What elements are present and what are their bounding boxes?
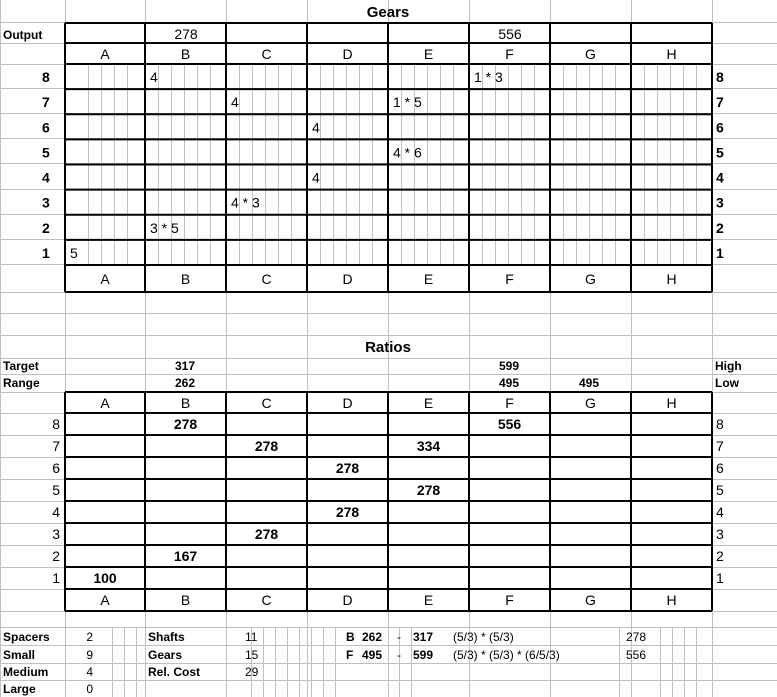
range-label[interactable]: Range bbox=[3, 376, 40, 390]
ratio-row-label-left-2[interactable]: 2 bbox=[52, 548, 60, 564]
column-header-f[interactable]: F bbox=[505, 271, 514, 287]
target-b[interactable]: 317 bbox=[175, 359, 196, 373]
ratio-cell-e5[interactable]: 278 bbox=[416, 482, 441, 498]
ratio-cell-d6[interactable]: 278 bbox=[335, 460, 360, 476]
ratios-title[interactable]: Ratios bbox=[365, 339, 411, 356]
column-header-b[interactable]: B bbox=[180, 271, 191, 287]
row-label-right-7[interactable]: 7 bbox=[716, 94, 724, 111]
row-label-right-4[interactable]: 4 bbox=[716, 169, 724, 186]
gear-cell-c3[interactable]: 4 * 3 bbox=[231, 194, 260, 211]
gear-cell-c7[interactable]: 4 bbox=[231, 94, 239, 111]
output-label[interactable]: Output bbox=[3, 28, 43, 42]
summary-totals bbox=[148, 630, 259, 679]
column-header-b[interactable]: B bbox=[180, 46, 191, 62]
column-header-c[interactable]: C bbox=[261, 395, 272, 411]
ratio-row-label-right-8[interactable]: 8 bbox=[716, 416, 724, 432]
ratio-row-label-left-3[interactable]: 3 bbox=[52, 526, 60, 542]
column-header-a[interactable]: A bbox=[100, 46, 110, 62]
column-header-d[interactable]: D bbox=[342, 271, 353, 287]
summary-value-medium[interactable]: 4 bbox=[86, 665, 93, 679]
row-label-left-3[interactable]: 3 bbox=[42, 194, 50, 211]
column-header-c[interactable]: C bbox=[261, 46, 272, 62]
ratio-row-label-right-3[interactable]: 3 bbox=[716, 526, 724, 542]
row-label-left-7[interactable]: 7 bbox=[42, 94, 50, 111]
column-header-g[interactable]: G bbox=[585, 46, 596, 62]
gears-title[interactable]: Gears bbox=[366, 4, 410, 21]
result-high-f[interactable]: 599 bbox=[413, 648, 434, 662]
column-header-a[interactable]: A bbox=[100, 592, 110, 608]
ratio-cell-d4[interactable]: 278 bbox=[335, 504, 360, 520]
gear-cell-b2[interactable]: 3 * 5 bbox=[150, 219, 179, 236]
row-label-left-8[interactable]: 8 bbox=[42, 69, 50, 85]
gear-cell-a1[interactable]: 5 bbox=[70, 244, 78, 261]
ratio-row-label-left-8[interactable]: 8 bbox=[52, 416, 60, 432]
summary-value-rel-cost[interactable]: 29 bbox=[245, 665, 259, 679]
column-header-c[interactable]: C bbox=[261, 592, 272, 608]
column-header-b[interactable]: B bbox=[180, 395, 191, 411]
column-header-e[interactable]: E bbox=[423, 271, 434, 287]
ratio-cell-c3[interactable]: 278 bbox=[254, 526, 279, 542]
summary-label-gears[interactable]: Gears bbox=[148, 648, 183, 662]
row-label-right-2[interactable]: 2 bbox=[716, 219, 724, 236]
column-header-h[interactable]: H bbox=[666, 271, 677, 287]
ratio-cell-a1[interactable]: 100 bbox=[93, 570, 117, 586]
ratio-row-label-right-2[interactable]: 2 bbox=[716, 548, 724, 564]
ratio-row-label-left-7[interactable]: 7 bbox=[52, 438, 60, 454]
gear-cell-e5[interactable]: 4 * 6 bbox=[393, 144, 422, 161]
ratio-cell-b8[interactable]: 278 bbox=[173, 416, 198, 432]
column-header-h[interactable]: H bbox=[666, 592, 677, 608]
row-label-right-6[interactable]: 6 bbox=[716, 119, 724, 136]
result-low-f[interactable]: 495 bbox=[362, 648, 383, 662]
column-header-e[interactable]: E bbox=[423, 46, 434, 62]
summary-value-large[interactable]: 0 bbox=[86, 682, 93, 696]
column-header-e[interactable]: E bbox=[423, 592, 434, 608]
summary-value-small[interactable]: 9 bbox=[86, 648, 93, 662]
column-header-g[interactable]: G bbox=[585, 592, 596, 608]
column-header-d[interactable]: D bbox=[342, 395, 353, 411]
row-label-right-8[interactable]: 8 bbox=[716, 69, 724, 85]
column-header-b[interactable]: B bbox=[180, 592, 191, 608]
summary-label-small[interactable]: Small bbox=[3, 648, 36, 662]
ratio-row-label-right-1[interactable]: 1 bbox=[716, 570, 724, 586]
summary-value-gears[interactable]: 15 bbox=[245, 648, 259, 662]
output-value-b[interactable]: 278 bbox=[174, 26, 198, 42]
target-label[interactable]: Target bbox=[3, 359, 39, 373]
summary-label-rel-cost[interactable]: Rel. Cost bbox=[148, 665, 201, 679]
column-header-g[interactable]: G bbox=[585, 271, 596, 287]
row-label-left-6[interactable]: 6 bbox=[42, 119, 50, 136]
row-label-left-4[interactable]: 4 bbox=[42, 169, 50, 186]
low-label[interactable]: Low bbox=[715, 376, 739, 390]
range-f[interactable]: 495 bbox=[499, 376, 520, 390]
ratio-row-label-right-7[interactable]: 7 bbox=[716, 438, 724, 454]
column-header-h[interactable]: H bbox=[666, 46, 677, 62]
summary-label-spacers[interactable]: Spacers bbox=[3, 630, 50, 644]
result-value-b[interactable]: 278 bbox=[626, 630, 647, 644]
column-header-d[interactable]: D bbox=[342, 592, 353, 608]
ratio-row-label-left-5[interactable]: 5 bbox=[52, 482, 60, 498]
range-b[interactable]: 262 bbox=[175, 376, 196, 390]
ratio-row-label-left-4[interactable]: 4 bbox=[52, 504, 60, 520]
result-formula-f[interactable]: (5/3) * (5/3) * (6/5/3) bbox=[453, 648, 560, 662]
result-low-b[interactable]: 262 bbox=[362, 630, 383, 644]
ratio-row-label-right-4[interactable]: 4 bbox=[716, 504, 724, 520]
row-label-left-5[interactable]: 5 bbox=[42, 144, 50, 161]
summary-label-large[interactable]: Large bbox=[3, 682, 36, 696]
result-col-b[interactable]: B bbox=[346, 630, 355, 644]
row-label-right-1[interactable]: 1 bbox=[716, 244, 724, 261]
result-value-f[interactable]: 556 bbox=[626, 648, 647, 662]
column-header-f[interactable]: F bbox=[505, 395, 514, 411]
column-header-d[interactable]: D bbox=[342, 46, 353, 62]
column-header-h[interactable]: H bbox=[666, 395, 677, 411]
ratio-cell-c7[interactable]: 278 bbox=[254, 438, 279, 454]
summary-label-medium[interactable]: Medium bbox=[3, 665, 49, 679]
result-dash-b[interactable]: - bbox=[397, 630, 401, 644]
row-label-left-2[interactable]: 2 bbox=[42, 219, 50, 236]
ratio-row-label-right-5[interactable]: 5 bbox=[716, 482, 724, 498]
ratio-cell-f8[interactable]: 556 bbox=[497, 416, 522, 432]
gear-cell-d4[interactable]: 4 bbox=[312, 169, 320, 186]
column-header-f[interactable]: F bbox=[505, 592, 514, 608]
ratio-cell-b2[interactable]: 167 bbox=[173, 548, 198, 564]
ratio-row-label-right-6[interactable]: 6 bbox=[716, 460, 724, 476]
summary-label-shafts[interactable]: Shafts bbox=[148, 630, 185, 644]
column-header-e[interactable]: E bbox=[423, 395, 434, 411]
gear-cell-b8[interactable]: 4 bbox=[150, 69, 158, 85]
ratio-cell-e7[interactable]: 334 bbox=[416, 438, 441, 454]
gear-cell-d6[interactable]: 4 bbox=[312, 119, 320, 136]
result-formula-b[interactable]: (5/3) * (5/3) bbox=[453, 630, 514, 644]
result-high-b[interactable]: 317 bbox=[413, 630, 434, 644]
target-f[interactable]: 599 bbox=[499, 359, 520, 373]
output-value-f[interactable]: 556 bbox=[498, 26, 522, 42]
summary-value-spacers[interactable]: 2 bbox=[86, 630, 93, 644]
range-g[interactable]: 495 bbox=[579, 376, 600, 390]
summary-value-shafts[interactable]: 11 bbox=[245, 630, 258, 644]
result-col-f[interactable]: F bbox=[346, 648, 354, 662]
column-header-a[interactable]: A bbox=[100, 271, 110, 287]
high-label[interactable]: High bbox=[715, 359, 742, 373]
row-label-right-3[interactable]: 3 bbox=[716, 194, 724, 211]
gear-cell-e7[interactable]: 1 * 5 bbox=[393, 94, 422, 111]
ratio-row-label-left-6[interactable]: 6 bbox=[52, 460, 60, 476]
column-header-a[interactable]: A bbox=[100, 395, 110, 411]
ratio-row-label-left-1[interactable]: 1 bbox=[52, 570, 60, 586]
row-label-left-1[interactable]: 1 bbox=[42, 244, 50, 261]
column-header-g[interactable]: G bbox=[585, 395, 596, 411]
gear-cell-f8[interactable]: 1 * 3 bbox=[474, 69, 503, 85]
column-header-f[interactable]: F bbox=[505, 46, 514, 62]
row-label-right-5[interactable]: 5 bbox=[716, 144, 724, 161]
column-header-c[interactable]: C bbox=[261, 271, 272, 287]
result-dash-f[interactable]: - bbox=[397, 648, 401, 662]
